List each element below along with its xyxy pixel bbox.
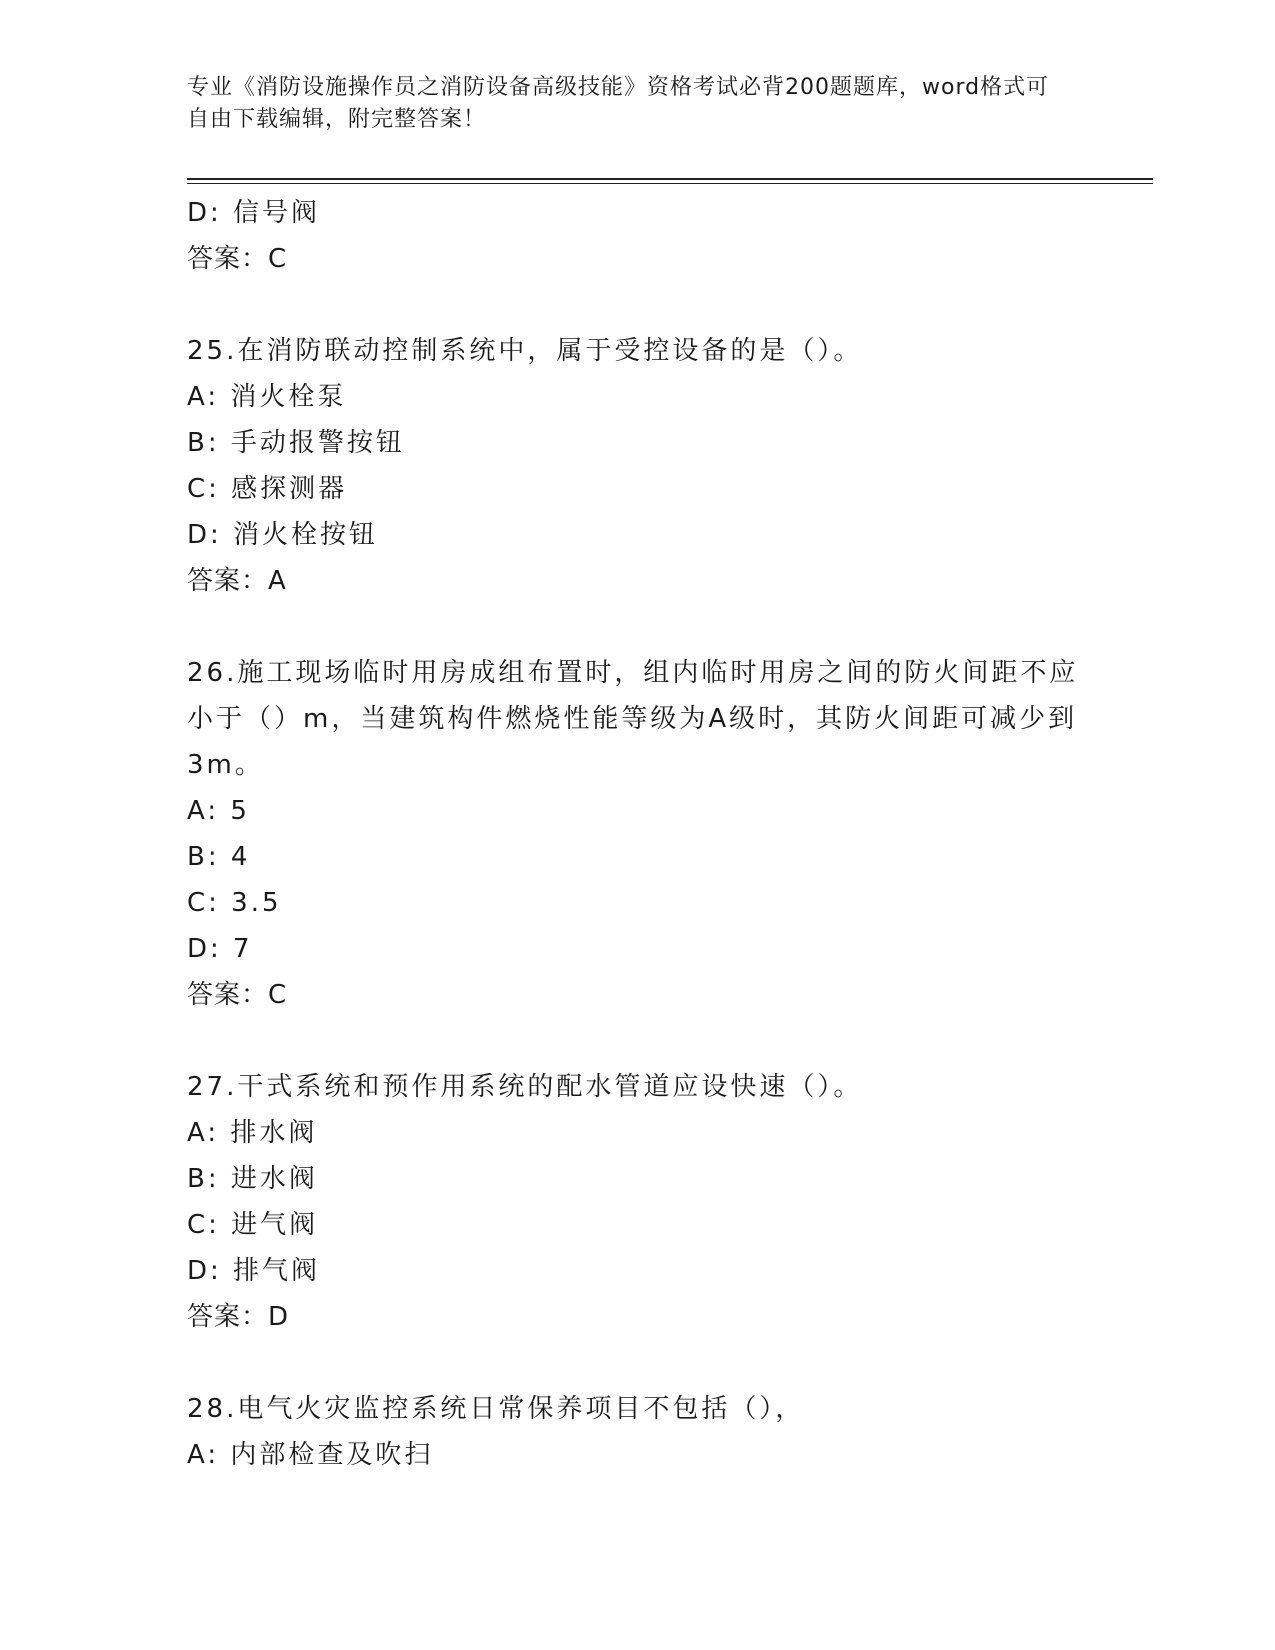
option-c: C: 3.5 [187, 888, 282, 918]
answer: 答案：A [187, 566, 287, 596]
option-d: D: 7 [187, 934, 253, 964]
option-a: A: 内部检查及吹扫 [187, 1440, 434, 1470]
option-c: C: 感探测器 [187, 474, 348, 504]
spacer [187, 1340, 1087, 1386]
option-c: C: 进气阀 [187, 1210, 319, 1240]
option-b: B: 手动报警按钮 [187, 428, 405, 458]
spacer [187, 604, 1087, 650]
question-stem: 25.在消防联动控制系统中，属于受控设备的是（）。 [187, 336, 863, 366]
answer: 答案：C [187, 980, 288, 1010]
option-a: A: 5 [187, 796, 250, 826]
answer: 答案：C [187, 244, 288, 274]
question-list [187, 190, 1087, 1478]
page-header: 专业《消防设施操作员之消防设备高级技能》资格考试必背200题题库，word格式可自由下载编辑，附完整答案！ [187, 75, 1050, 132]
answer: 答案：D [187, 1302, 290, 1332]
spacer [187, 282, 1087, 328]
question-stem: 26.施工现场临时用房成组布置时，组内临时用房之间的防火间距不应小于（）m，当建筑构件燃烧性能等级为A级时，其防火间距可减少到3m。 [187, 658, 1079, 780]
option-a: A: 消火栓泵 [187, 382, 347, 412]
option-d: D: 排气阀 [187, 1256, 321, 1286]
option-b: B: 进水阀 [187, 1164, 318, 1194]
option-d: D: 消火栓按钮 [187, 520, 379, 550]
option-b: B: 4 [187, 842, 251, 872]
option-a: A: 排水阀 [187, 1118, 318, 1148]
option-d: D: 信号阀 [187, 198, 321, 228]
spacer [187, 1018, 1087, 1064]
header-rule [187, 178, 1153, 180]
header-rule-thin [187, 183, 1153, 184]
question-stem: 28.电气火灾监控系统日常保养项目不包括（）， [187, 1394, 805, 1424]
question-stem: 27.干式系统和预作用系统的配水管道应设快速（）。 [187, 1072, 863, 1102]
